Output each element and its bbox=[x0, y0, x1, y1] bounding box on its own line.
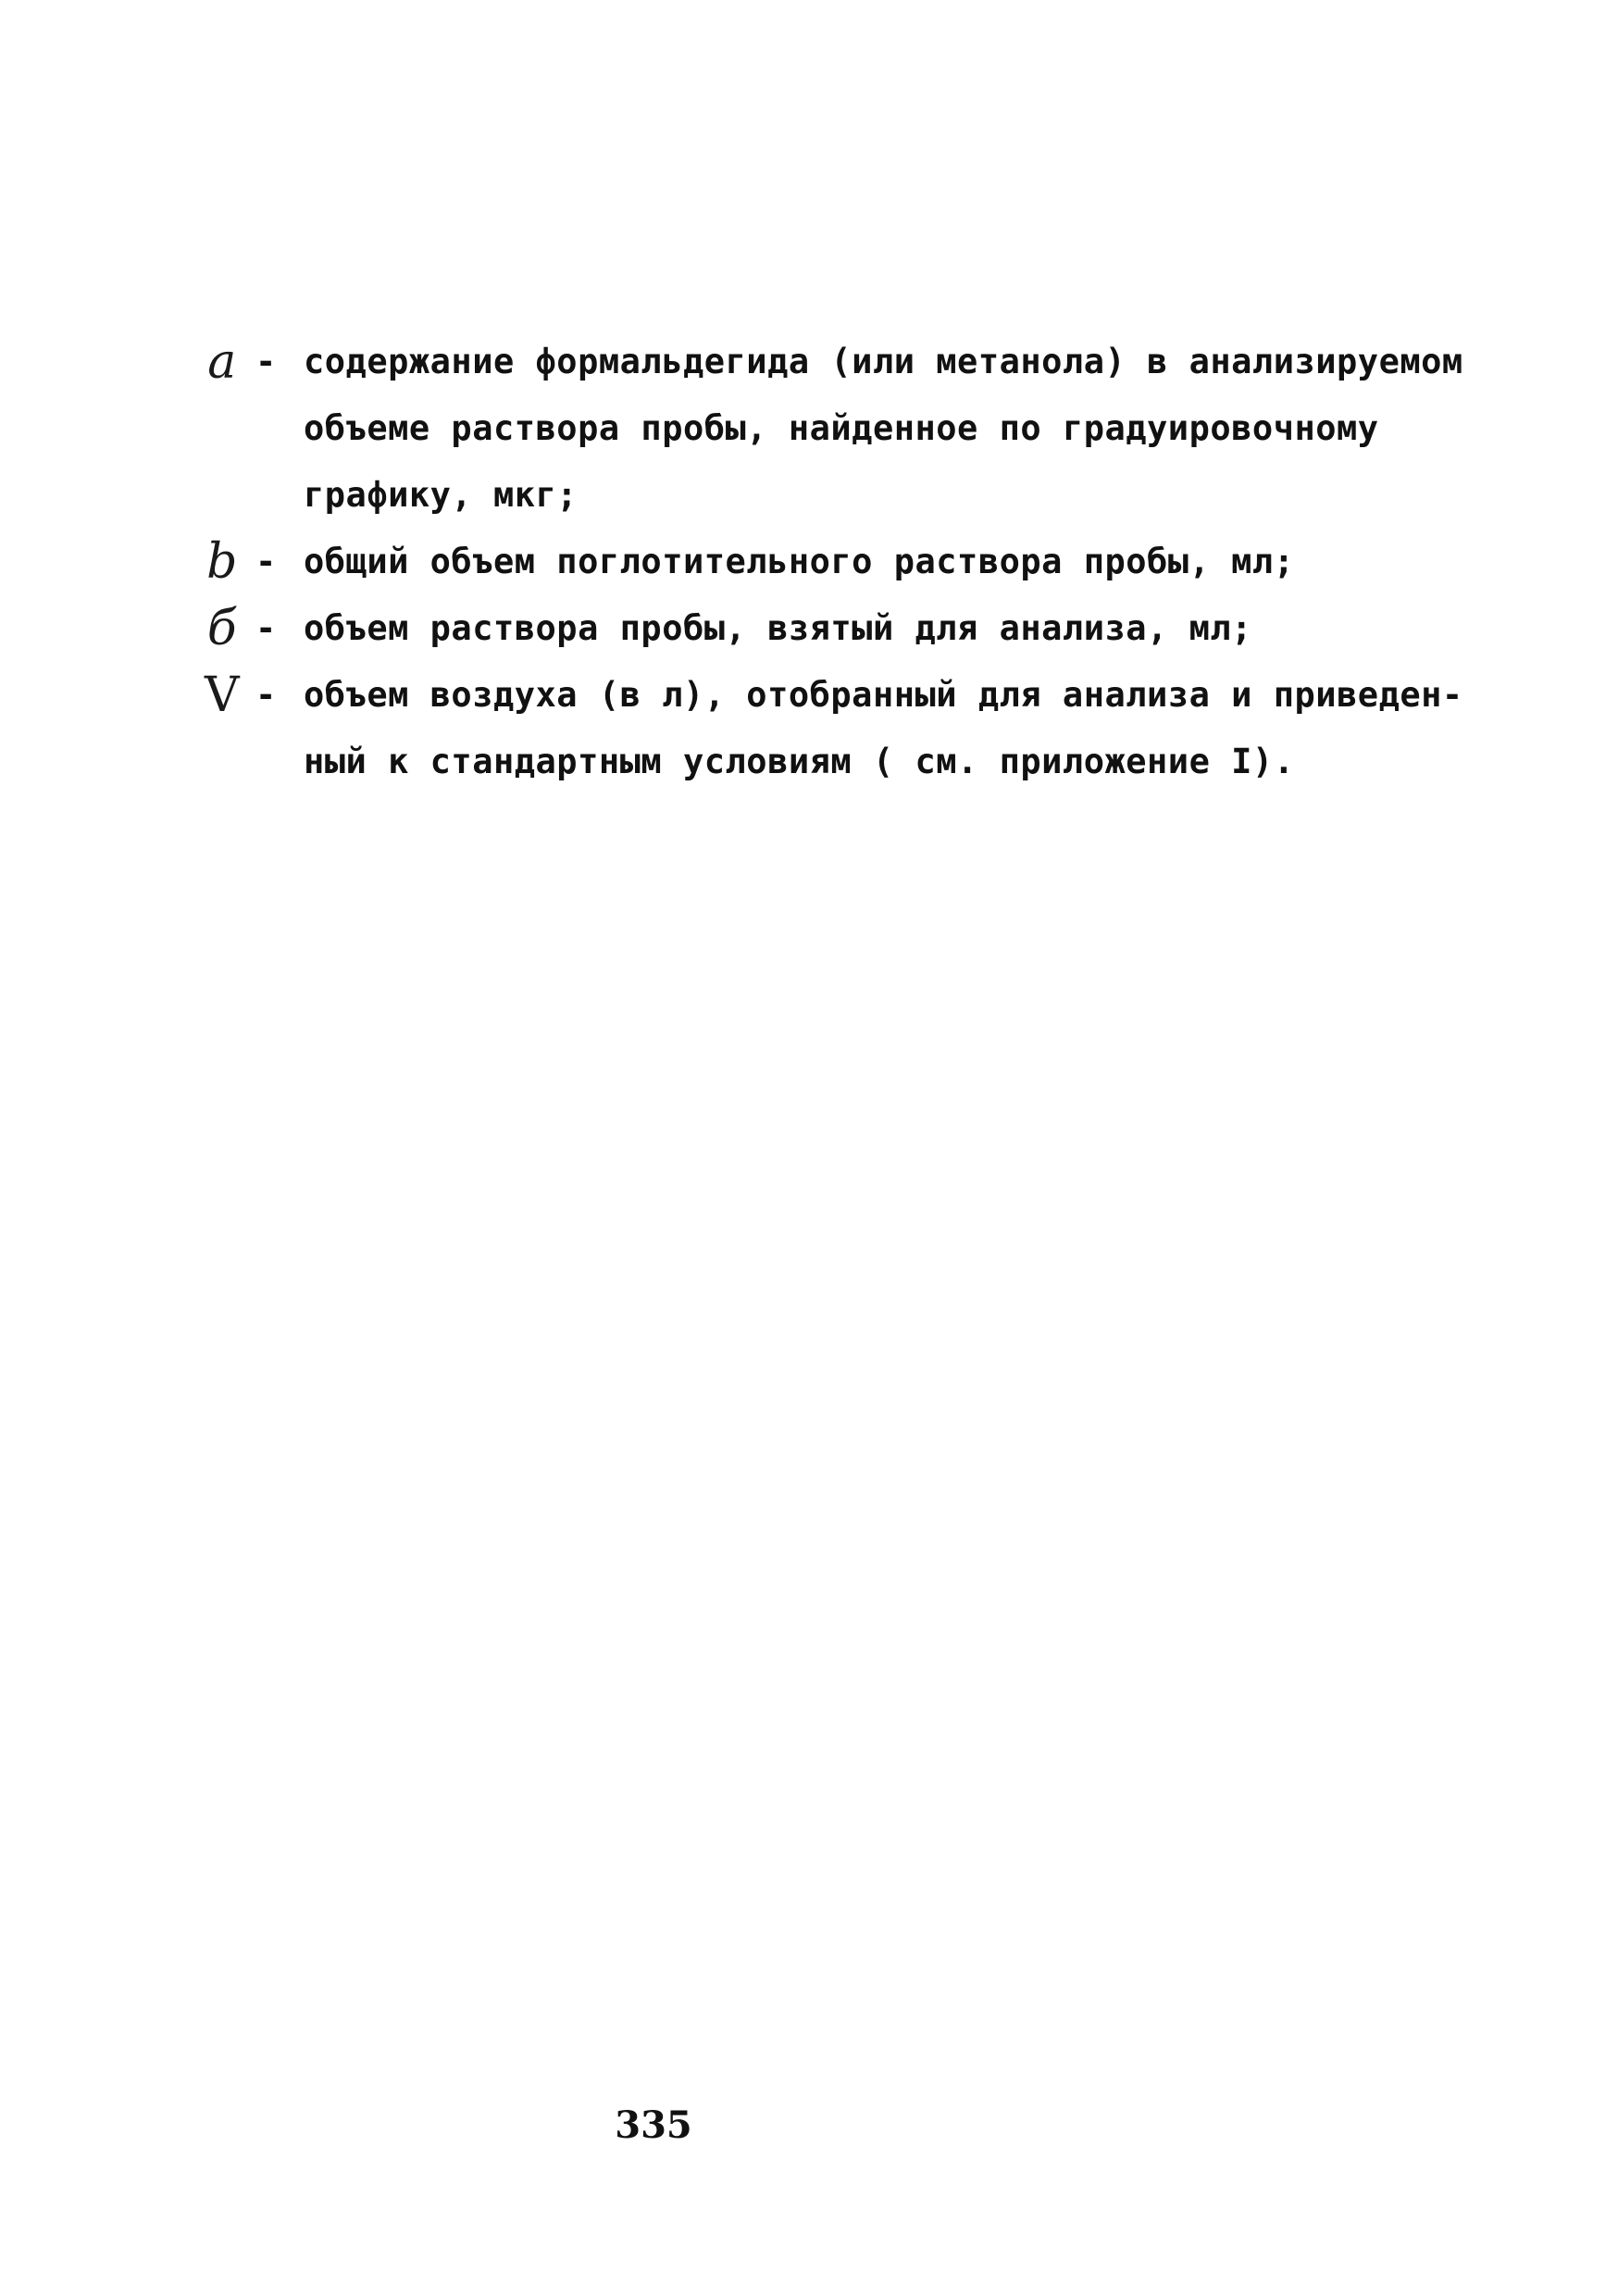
legend-text: общий объем поглотительного раствора пробы, мл; bbox=[304, 542, 1295, 581]
legend-dash: - bbox=[255, 542, 277, 581]
legend-dash: - bbox=[255, 675, 277, 715]
legend-item-delta bbox=[194, 595, 1444, 662]
legend-text: содержание формальдегида (или метанола) в анализируемом bbox=[304, 342, 1463, 381]
page-number-text: 335 bbox=[615, 2103, 692, 2147]
legend-symbol: a bbox=[207, 334, 237, 390]
legend-text: объем раствора пробы, взятый для анализа, мл; bbox=[304, 608, 1252, 648]
legend-symbol: b bbox=[206, 534, 238, 590]
legend-dash: - bbox=[255, 342, 277, 381]
legend-item-a-continuation bbox=[194, 462, 1444, 529]
legend-item-a-continuation bbox=[194, 395, 1444, 462]
legend-symbol: б bbox=[206, 601, 238, 656]
legend-item-b bbox=[194, 529, 1444, 595]
legend-dash: - bbox=[255, 608, 277, 648]
legend-text: объем воздуха (в л), отобранный для анализа и приведен- bbox=[304, 675, 1463, 715]
legend-text: объеме раствора пробы, найденное по градуировочному bbox=[304, 408, 1379, 448]
legend-item-v bbox=[194, 662, 1463, 729]
variable-legend bbox=[194, 329, 1463, 795]
legend-text: ный к стандартным условиям ( см. приложение I). bbox=[304, 742, 1295, 781]
legend-text: графику, мкг; bbox=[304, 475, 579, 515]
legend-symbol: V bbox=[204, 668, 241, 723]
legend-item-a bbox=[194, 329, 1463, 395]
page-number bbox=[0, 2103, 1618, 2147]
legend-item-v-continuation bbox=[194, 729, 1444, 795]
